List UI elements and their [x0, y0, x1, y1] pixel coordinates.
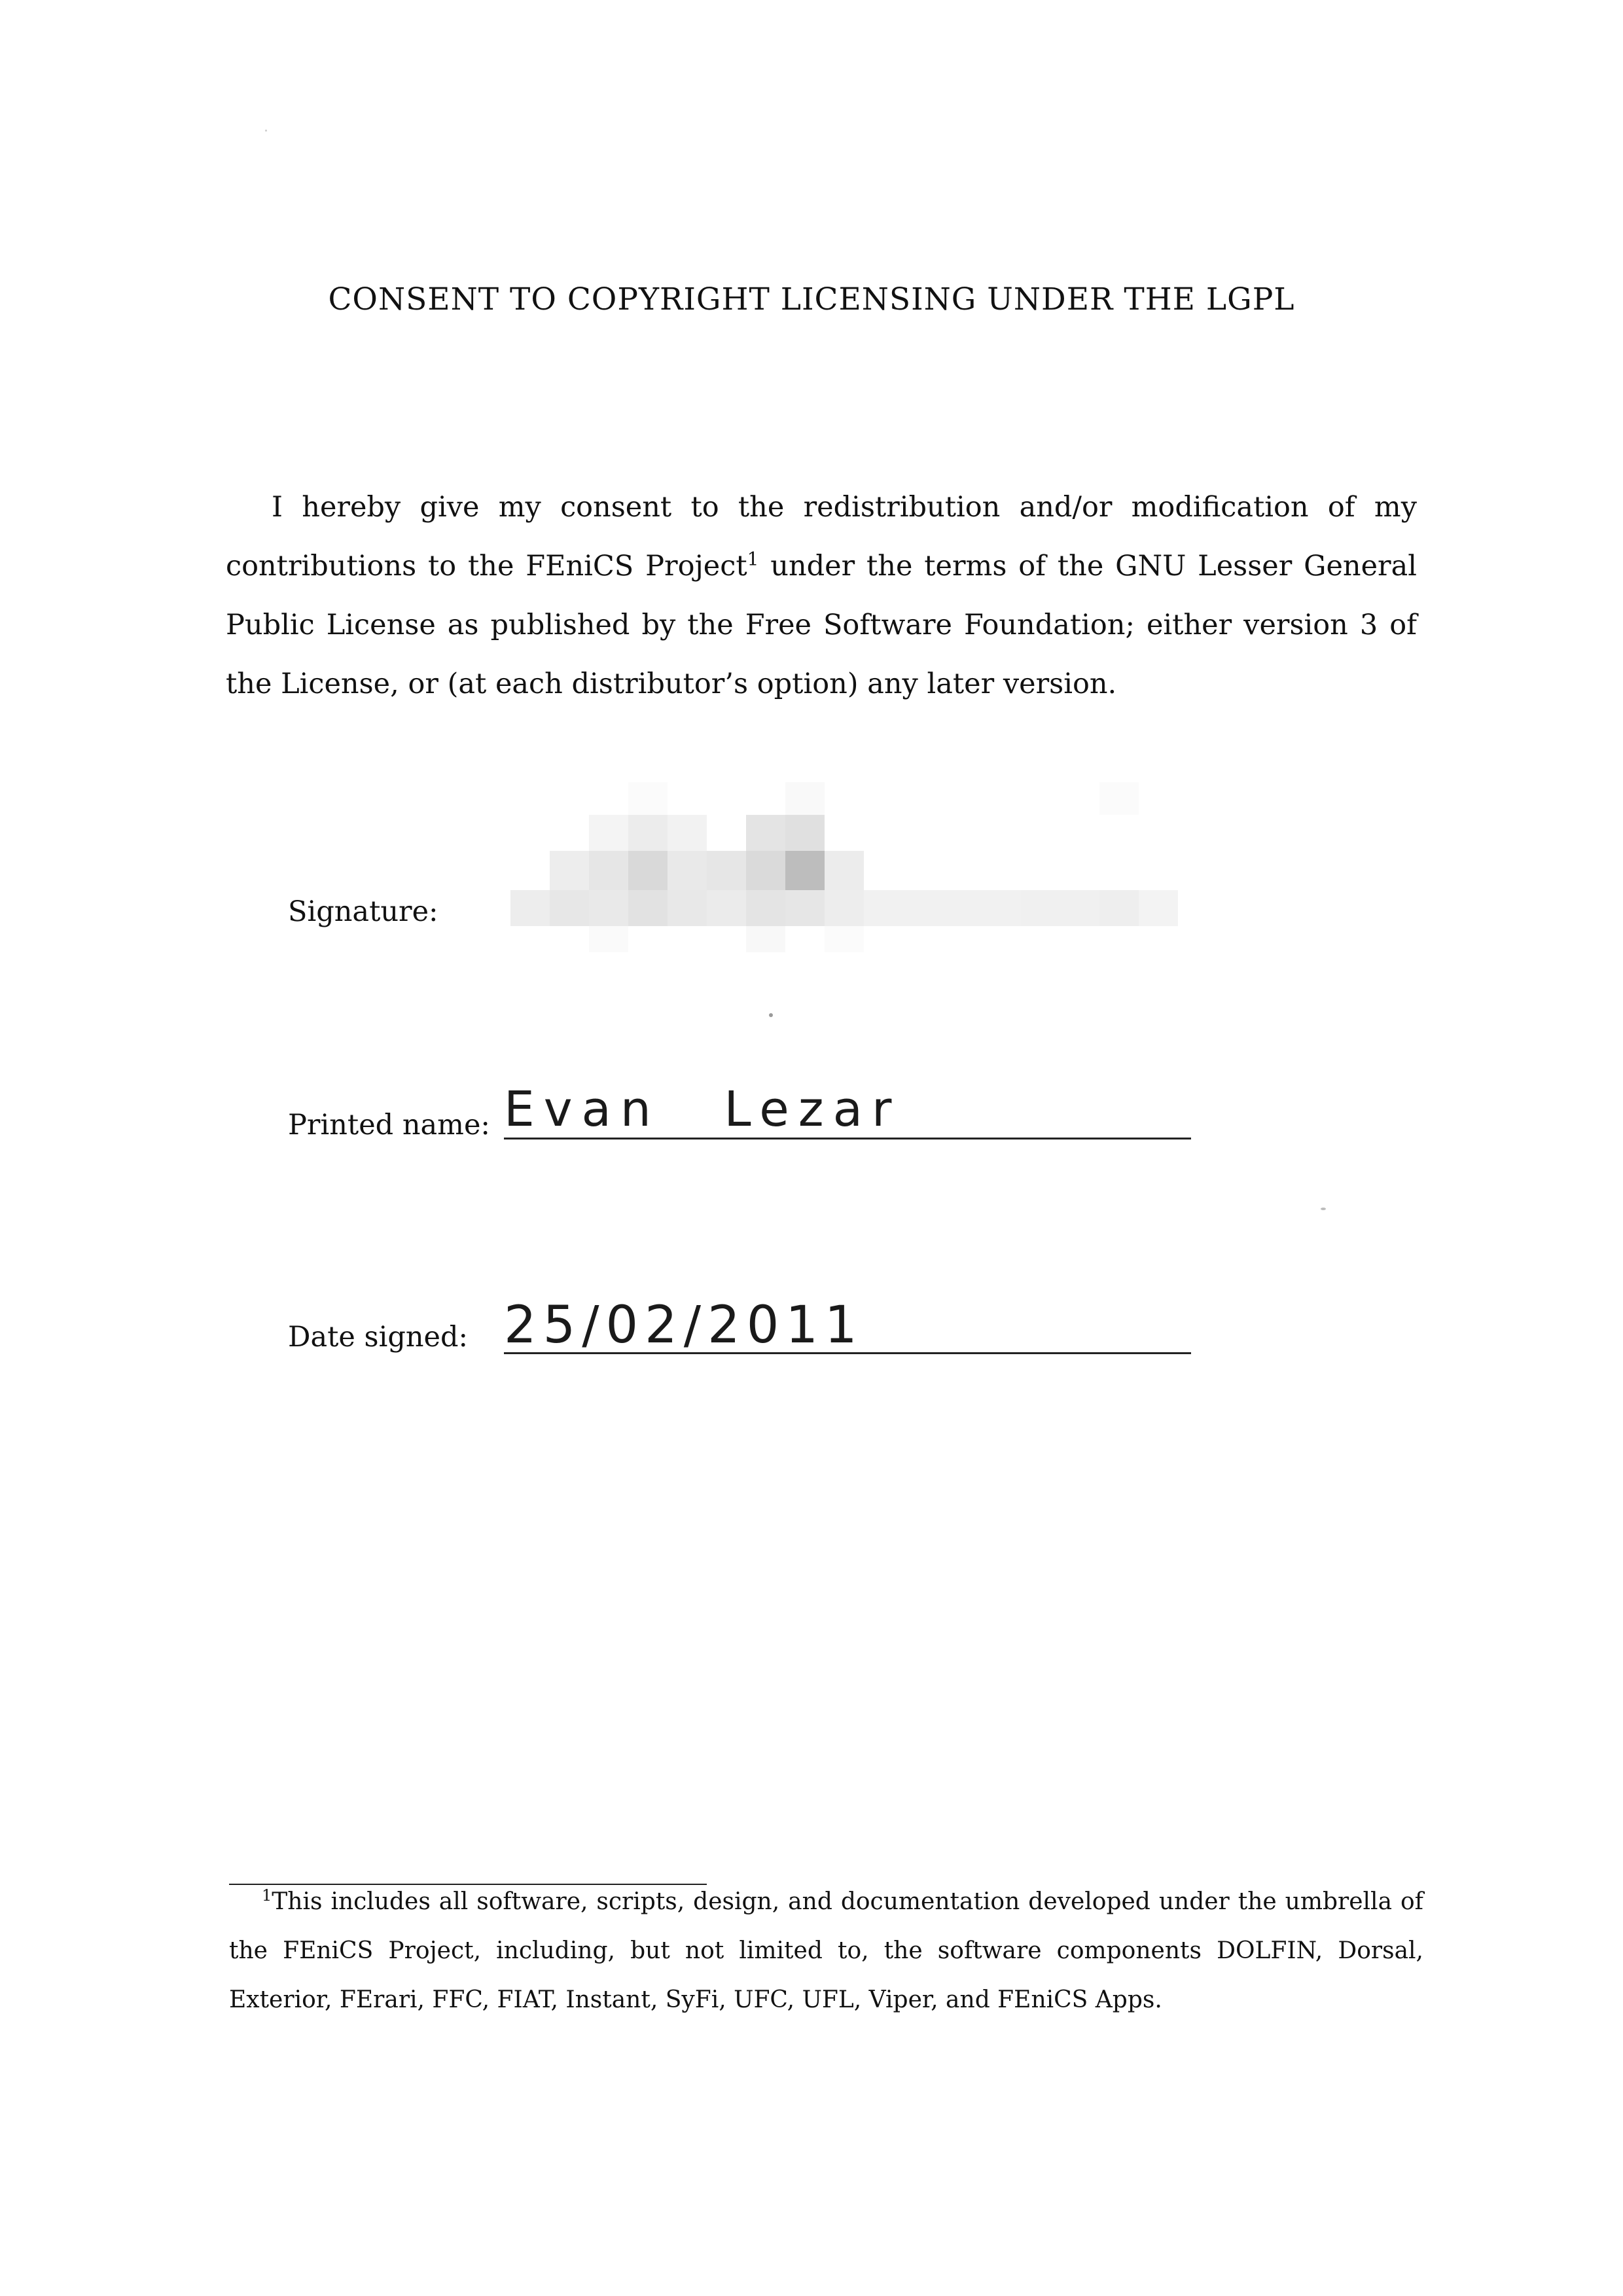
- scan-speck: [769, 1013, 773, 1017]
- footnote: [229, 1877, 1423, 2024]
- date-signed-label: Date signed:: [288, 1321, 469, 1354]
- footnote-marker: 1: [262, 1886, 272, 1905]
- scan-speck: [265, 130, 267, 132]
- pixelated-signature-blocks: [510, 782, 1178, 952]
- date-signed-value: 25/02/2011: [504, 1296, 864, 1355]
- printed-name-label: Printed name:: [288, 1109, 490, 1141]
- printed-name-line: [504, 1138, 1191, 1139]
- footnote-text: This includes all software, scripts, design, and documentation developed under the umbrella of the FEniCS Project, including, but not limited to, the software components DOLFIN, Dorsal, Exterior, FErari, FFC, FIAT, Instant, SyFi, UFC, UFL, Viper, and FEniCS Apps.: [229, 1888, 1423, 2013]
- document-title: CONSENT TO COPYRIGHT LICENSING UNDER THE LGPL: [328, 281, 1295, 317]
- consent-text-part2: under the terms of the GNU Lesser General Public License as published by the Free Software Foundation; either version 3 of the License, or (at each distributor’s option) any later version.: [226, 550, 1417, 700]
- redacted-signature: [471, 769, 1211, 965]
- date-signed-line: [504, 1352, 1191, 1354]
- scan-speck: [1321, 1208, 1326, 1210]
- consent-paragraph: [226, 478, 1417, 713]
- signature-label: Signature:: [288, 895, 438, 928]
- footnote-reference: 1: [747, 548, 759, 570]
- printed-name-value: Evan Lezar: [504, 1081, 901, 1138]
- consent-text-part1: I hereby give my consent to the redistribution and/or modification of my contributions to the FEniCS Project: [226, 491, 1417, 583]
